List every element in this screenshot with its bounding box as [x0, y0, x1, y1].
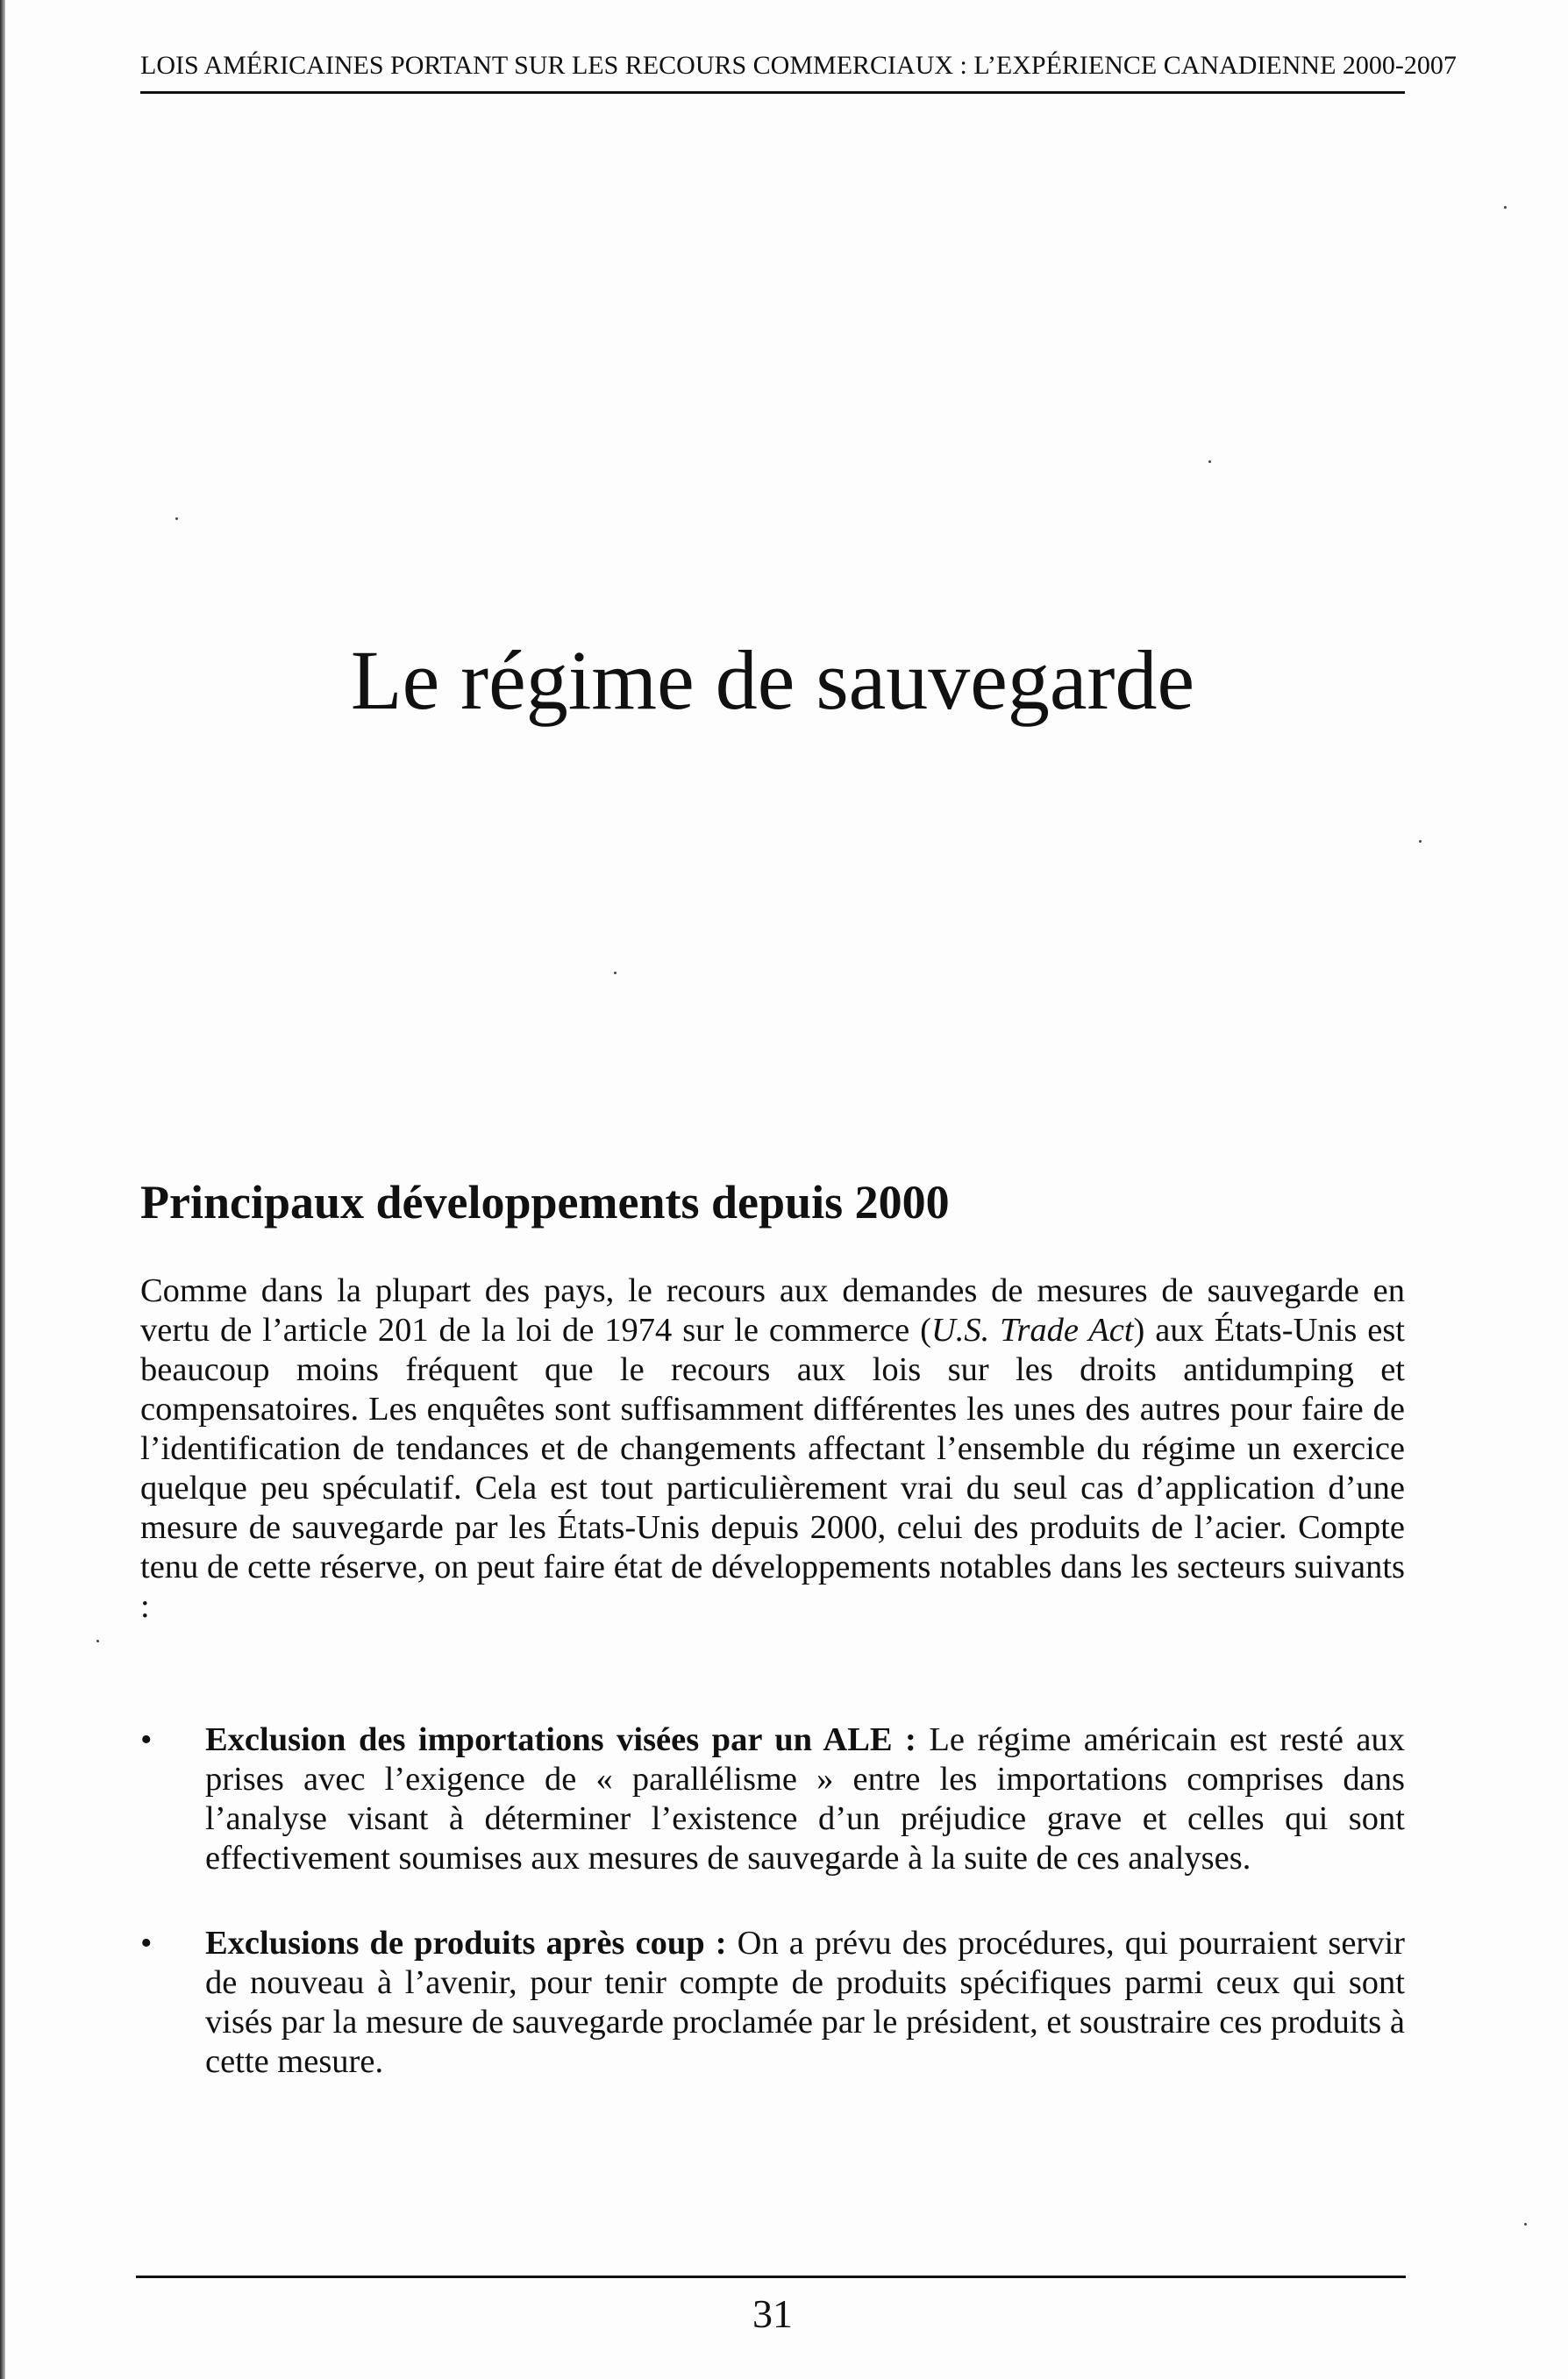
chapter-title: Le régime de sauvegarde — [350, 633, 1195, 727]
scan-left-edge — [0, 0, 5, 2379]
scan-speck — [1504, 206, 1507, 209]
header-rule — [140, 91, 1405, 94]
scan-speck — [175, 517, 178, 520]
section-title: Principaux développements depuis 2000 — [140, 1176, 950, 1229]
scan-speck — [96, 1640, 99, 1642]
paragraph-text-end: ) aux États-Unis est beaucoup moins fréquent que le recours aux lois sur les droits antidumping et compensatoires. Les enquêtes sont suffisamment différentes les unes des autres pour faire de l’identification de tendances et de changements affectant l’ensemble du régime un exercice quelque peu spéculatif. Cela est tout particulièrement vrai du seul cas d’application d’une mesure de sauvegarde par les États-Unis depuis 2000, celui des produits de l’acier. Compte tenu de cette réserve, on peut faire état de développements notables dans les secteurs suivants : — [140, 1312, 1405, 1625]
scan-speck — [614, 972, 617, 974]
bullet-term: Exclusions de produits après coup : — [205, 1925, 727, 1962]
running-header: LOIS AMÉRICAINES PORTANT SUR LES RECOURS COMMERCIAUX : L’EXPÉRIENCE CANADIENNE 2000-2007 — [140, 51, 1457, 80]
paragraph-text-start: Comme dans la plupart des pays, le recours aux demandes de mesures de sauvegarde en vertu de l’article 201 de la loi de 1974 sur le commerce ( — [140, 1272, 1405, 1349]
bullet-text: Le régime américain est resté aux prises avec l’exigence de « parallélisme » entre les importations comprises dans l’analyse visant à déterminer l’existence d’un préjudice grave et celles qui sont effectivement soumises aux mesures de sauvegarde à la suite de ces analyses. — [205, 1721, 1405, 1877]
bullet-list — [140, 1720, 1405, 2127]
bullet-item — [140, 1924, 1405, 2082]
body-paragraph — [140, 1271, 1405, 1627]
scan-speck — [1524, 2223, 1527, 2226]
bullet-text: On a prévu des procédures, qui pourraient servir de nouveau à l’avenir, pour tenir compte de produits spécifiques parmi ceux qui sont visés par la mesure de sauvegarde proclamée par le président, et soustraire ces produits à cette mesure. — [205, 1925, 1405, 2080]
paragraph-italic-term: U.S. Trade Act — [930, 1312, 1134, 1349]
bullet-marker: • — [140, 1925, 153, 1962]
page-number: 31 — [752, 2291, 793, 2336]
scan-speck — [1208, 460, 1211, 463]
scan-speck — [1419, 840, 1422, 843]
bullet-item — [140, 1720, 1405, 1878]
bullet-term: Exclusion des importations visées par un ALE : — [205, 1721, 916, 1758]
footer-rule — [136, 2276, 1406, 2278]
bullet-marker: • — [140, 1721, 153, 1758]
